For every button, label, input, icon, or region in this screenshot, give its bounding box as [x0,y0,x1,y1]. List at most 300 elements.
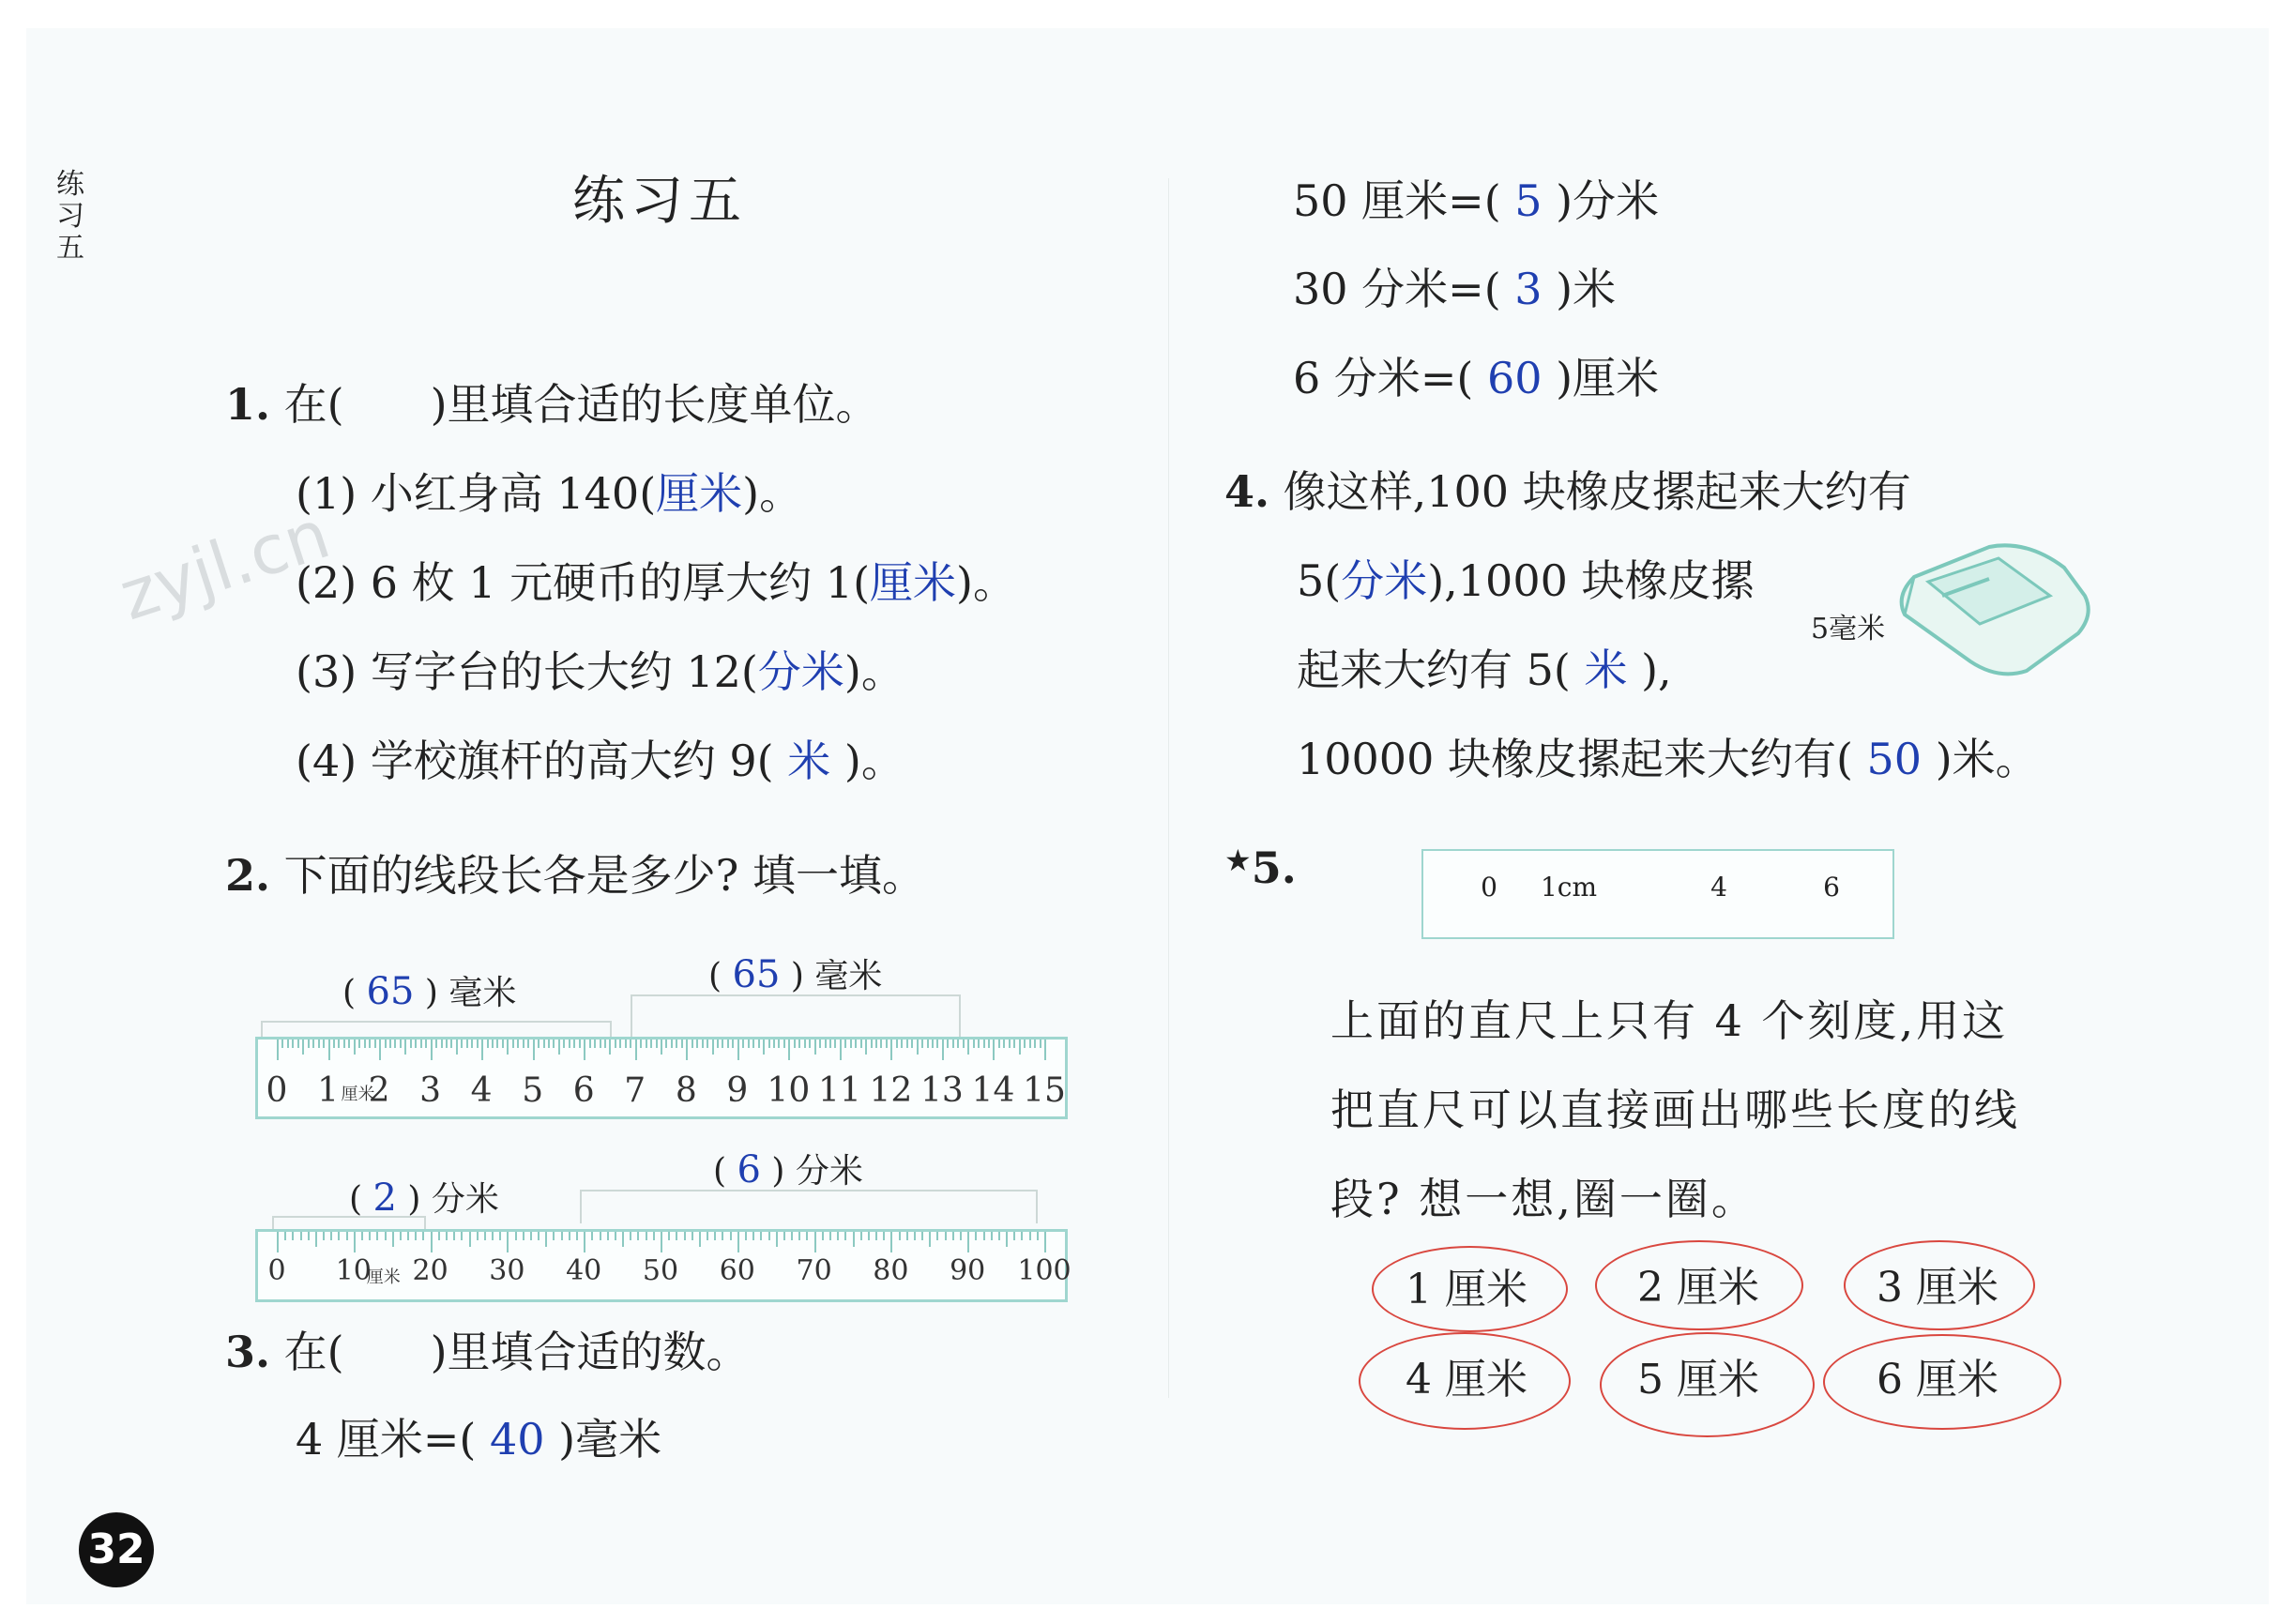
ruler-tick [625,1040,627,1048]
ruler-label: 7 [624,1071,646,1110]
ruler-tick [622,1232,624,1247]
ruler-tick [998,1040,1000,1048]
ruler-tick [840,1040,842,1060]
answer[interactable]: 3 [1514,264,1543,314]
ruler-tick [589,1040,591,1048]
ruler-tick [978,1040,980,1048]
option-5cm[interactable]: 5 厘米 [1637,1356,1759,1404]
ruler-tick [822,1232,824,1240]
ruler-tick [684,1232,686,1240]
ruler-tick [798,1232,800,1240]
answer[interactable]: 6 [737,1148,761,1191]
answer[interactable]: 分米 [1341,555,1428,606]
ruler-tick [722,1040,723,1048]
ruler-tick [548,1040,550,1048]
answer[interactable]: 5 [1514,175,1543,226]
q5-text-line: 把直尺可以直接画出哪些长度的线 [1330,1085,2020,1135]
ruler-label: 8 [675,1071,697,1110]
ruler-label: 1cm [1540,872,1598,903]
ruler-tick [960,1232,962,1240]
ruler-tick [768,1232,770,1240]
ruler-tick [292,1232,294,1240]
ruler-tick [804,1040,806,1048]
q4-line1: 4. 像这样,100 块橡皮摞起来大约有 [1224,466,1911,517]
ruler-tick [844,1040,846,1048]
q1-item: (2) 6 枚 1 元硬币的厚大约 1(厘米)。 [296,557,1016,608]
ruler-tick [635,1040,637,1060]
ruler-tick [450,1040,452,1048]
ruler-tick [392,1232,394,1247]
ruler-tick [538,1232,540,1240]
q1-text: 在( )里填合适的长度单位。 [283,379,879,430]
ruler-tick [983,1232,985,1240]
ruler-label: 10 [767,1071,811,1110]
ruler-tick [899,1232,901,1240]
ruler-label: 4 [1710,872,1727,903]
ruler-tick [722,1232,723,1240]
ruler-tick [973,1040,975,1048]
ruler-tick [778,1040,780,1048]
q4-line2: 5(分米),1000 块橡皮摞 [1297,555,1755,606]
ruler-tick [507,1040,509,1055]
ruler-tick [1044,1040,1046,1060]
q3-item: 6 分米=( 60 )厘米 [1293,353,1660,403]
ruler-label: 30 [489,1254,525,1287]
ruler-tick [742,1040,744,1048]
option-3cm[interactable]: 3 厘米 [1877,1264,1999,1312]
ruler-tick [358,1040,360,1048]
ruler-tick [906,1232,908,1240]
ruler-tick [661,1040,662,1055]
ruler-tick [819,1040,821,1048]
ruler1-answer-2: ( 65 ) 毫米 [708,953,883,996]
ruler-tick [865,1040,867,1055]
ruler-tick [758,1040,760,1048]
page-divider [1168,178,1169,1398]
ruler-label: 5 [522,1071,544,1110]
ruler-tick [1006,1232,1008,1247]
ruler-tick [653,1232,655,1240]
ruler-label: 60 [719,1254,755,1287]
ruler-tick [466,1040,468,1048]
ruler-tick [727,1040,729,1048]
answer[interactable]: 2 [372,1176,397,1220]
ruler-tick [431,1040,433,1060]
ruler-tick [364,1040,366,1048]
ruler-tick [798,1040,800,1048]
ruler-tick [394,1040,396,1048]
ruler-tick [425,1040,427,1048]
ruler-tick [315,1232,317,1247]
ruler-tick [461,1040,463,1048]
ruler-tick [1024,1040,1026,1048]
q3-item: 30 分米=( 3 )米 [1293,264,1617,314]
ruler-tick [338,1232,340,1240]
ruler-tick [369,1040,371,1048]
ruler-tick [671,1040,673,1048]
answer[interactable]: 厘米 [870,557,957,608]
ruler-tick [376,1232,378,1240]
ruler-tick [441,1040,443,1048]
option-4cm[interactable]: 4 厘米 [1406,1356,1527,1404]
option-1cm[interactable]: 1 厘米 [1406,1266,1527,1313]
ruler-tick [1013,1232,1015,1240]
ruler-tick [745,1232,747,1240]
option-6cm[interactable]: 6 厘米 [1877,1356,1999,1404]
answer[interactable]: 米 [787,736,831,786]
ruler-tick [752,1040,754,1048]
ruler-label: 14 [971,1071,1015,1110]
q3-text: 在( )里填合适的数。 [283,1327,750,1377]
ruler-tick [929,1232,931,1247]
answer[interactable]: 米 [1584,645,1628,695]
ruler2-answer-1: ( 2 ) 分米 [349,1176,499,1220]
ruler-tick [692,1040,693,1048]
q5-number: 5. [1251,842,1297,893]
ruler-tick [1044,1232,1046,1252]
ruler-tick [809,1040,811,1048]
ruler-tick [502,1040,504,1048]
ruler-tick [837,1232,839,1240]
ruler-tick [389,1040,391,1048]
ruler-tick [563,1040,565,1048]
ruler-label: 80 [873,1254,909,1287]
q1-prompt [225,371,879,433]
ruler-tick [707,1040,708,1048]
ruler-tick [515,1232,517,1240]
ruler-tick [323,1040,325,1048]
q3-prompt [225,1318,750,1380]
page-number: 32 [79,1512,154,1587]
ruler-tick [717,1040,719,1048]
ruler-tick [748,1040,750,1048]
answer[interactable]: 65 [732,953,781,996]
ruler-tick [346,1232,348,1240]
ruler-tick [573,1040,575,1048]
ruler-tick [543,1040,545,1048]
ruler-tick [834,1040,836,1048]
ruler-tick [545,1232,547,1247]
ruler-tick [875,1232,877,1240]
ruler-tick [277,1232,279,1252]
ruler-tick [957,1040,959,1048]
ruler-tick [829,1232,831,1240]
answer[interactable]: 40 [490,1414,545,1465]
ruler-tick [844,1232,846,1240]
ruler-tick [646,1040,647,1048]
ruler-tick [438,1232,440,1240]
ruler-tick [1013,1040,1015,1048]
ruler-tick [499,1232,501,1240]
ruler-tick [354,1232,356,1252]
ruler-tick [890,1232,892,1252]
ruler-tick [615,1040,616,1048]
q2-number: 2. [225,850,271,901]
ruler-label: 13 [920,1071,964,1110]
page-title: 练习五 [572,171,747,232]
eraser-label: 5毫米 [1811,613,1886,645]
option-2cm[interactable]: 2 厘米 [1637,1264,1759,1312]
ruler-label: 6 [1823,872,1840,903]
ruler-label: 90 [950,1254,986,1287]
ruler-tick [422,1232,424,1240]
ruler-tick [686,1040,688,1060]
ruler-tick [646,1232,647,1240]
ruler-tick [553,1232,555,1240]
ruler-tick [361,1232,363,1240]
ruler-tick [850,1040,852,1048]
ruler-tick [561,1232,563,1240]
ruler-tick [456,1040,458,1055]
ruler-tick [379,1040,381,1060]
ruler-tick [791,1232,793,1240]
ruler-tick [330,1232,332,1240]
ruler-tick [630,1232,631,1240]
q2-prompt [225,842,925,903]
ruler-tick [333,1040,335,1048]
ruler-tick [374,1040,376,1048]
ruler-tick [404,1040,406,1055]
ruler-tick [1029,1040,1031,1048]
q3-item: 4 厘米=( 40 )毫米 [296,1414,662,1465]
ruler-tick [932,1040,934,1048]
ruler-tick [773,1040,775,1048]
ruler-tick [732,1040,734,1048]
ruler-tick [615,1232,616,1240]
ruler-tick [415,1040,417,1048]
ruler-tick [952,1040,954,1048]
ruler-tick [323,1232,325,1240]
answer[interactable]: 50 [1866,734,1923,784]
ruler-tick [998,1232,1000,1240]
ruler-tick [354,1040,356,1055]
ruler-label: 9 [726,1071,749,1110]
ruler-tick [776,1232,778,1247]
ruler1-answer-1: ( 65 ) 毫米 [342,970,517,1013]
ruler-cm [255,1037,1068,1119]
ruler-tick [517,1040,519,1048]
ruler-unit: 厘米 [366,1267,401,1287]
ruler-tick [914,1232,916,1240]
ruler-tick [302,1040,304,1055]
ruler-tick [991,1232,993,1240]
ruler-tick [868,1232,870,1240]
ruler-tick [656,1040,658,1048]
ruler-tick [469,1232,471,1247]
ruler-tick [415,1232,417,1240]
ruler-tick [523,1040,524,1048]
ruler-tick [284,1232,286,1240]
ruler-tick [952,1232,954,1240]
ruler-tick [471,1040,473,1048]
ruler-label: 15 [1023,1071,1066,1110]
ruler-tick [461,1232,463,1240]
answer[interactable]: 60 [1487,353,1543,403]
ruler-tick [553,1040,555,1048]
ruler-tick [886,1040,888,1048]
ruler-tick [702,1040,704,1048]
ruler-tick [446,1232,448,1240]
ruler-tick [825,1040,827,1048]
q5-text-line: 段? 想一想,圈一圈。 [1330,1174,1757,1224]
ruler-tick [860,1040,862,1048]
ruler-tick [1037,1232,1039,1240]
ruler-tick [883,1232,885,1240]
ruler-tick [1021,1232,1023,1240]
q1-item: (1) 小红身高 140(厘米)。 [296,468,803,519]
ruler-tick [696,1040,698,1048]
q1-item: (3) 写字台的长大约 12(分米)。 [296,646,904,697]
ruler-tick [297,1040,299,1048]
ruler-tick [1040,1040,1041,1048]
ruler-tick [936,1040,938,1048]
ruler-tick [369,1232,371,1240]
segment-bracket [580,1190,1038,1223]
answer[interactable]: 厘米 [656,468,743,519]
ruler-tick [921,1232,923,1240]
ruler-tick [600,1040,601,1048]
ruler-tick [983,1040,985,1048]
ruler-tick [917,1040,919,1055]
ruler-tick [607,1232,609,1240]
ruler-tick [942,1040,944,1060]
ruler-tick [967,1040,969,1055]
ruler-tick [963,1040,965,1048]
q1-item: (4) 学校旗杆的高大约 9( 米 )。 [296,736,904,786]
ruler-label: 50 [642,1254,679,1287]
ruler-tick [896,1040,898,1048]
q3-item: 50 厘米=( 5 )分米 [1293,175,1660,226]
ruler-tick [591,1232,593,1240]
ruler-tick [1029,1232,1031,1240]
q5-heading [1224,842,1297,893]
ruler-label: 6 [572,1071,595,1110]
ruler-tick [569,1232,570,1240]
ruler-tick [763,1040,765,1055]
ruler-tick [600,1232,601,1240]
ruler-tick [385,1232,387,1240]
ruler-tick [569,1040,570,1048]
ruler-label: 0 [267,1254,286,1287]
ruler-label: 20 [412,1254,448,1287]
ruler-tick [901,1040,903,1048]
ruler-tick [906,1040,908,1048]
ruler-tick [435,1040,437,1048]
ruler-tick [993,1040,995,1060]
ruler-tick [584,1040,585,1060]
ruler-tick [730,1232,732,1240]
ruler-tick [814,1040,816,1055]
ruler-tick [407,1232,409,1240]
ruler-tick [446,1040,448,1048]
ruler-tick [760,1232,762,1240]
ruler-label: 70 [796,1254,832,1287]
ruler-tick [579,1040,581,1048]
ruler-tick [699,1232,701,1247]
ruler-tick [328,1040,330,1060]
ruler-tick [871,1040,873,1048]
ruler-tick [911,1040,913,1048]
ruler-tick [308,1232,310,1240]
ruler-tick [829,1040,831,1048]
ruler-tick [630,1040,631,1048]
ruler-tick [921,1040,923,1048]
q3-number: 3. [225,1327,271,1377]
ruler-tick [650,1040,652,1048]
ruler-tick [533,1040,535,1060]
ruler-label: 4 [470,1071,493,1110]
ruler-tick [609,1040,611,1055]
ruler-tick [676,1040,677,1048]
ruler-tick [281,1040,283,1048]
ruler-tick [420,1040,422,1048]
ruler-tick [783,1232,785,1240]
ruler-label: 2 [368,1071,390,1110]
q2-text: 下面的线段长各是多少? 填一填。 [283,850,925,901]
ruler-tick [640,1040,642,1048]
ruler-tick [853,1232,855,1247]
ruler-tick [576,1232,578,1240]
watermark: zyjl.cn [110,493,339,636]
four-tick-ruler [1421,849,1894,939]
ruler-label: 0 [266,1071,288,1110]
ruler-tick [875,1040,877,1048]
q1-number: 1. [225,379,271,430]
ruler-tick [637,1232,639,1240]
answer[interactable]: 分米 [757,646,844,697]
ruler-tick [681,1040,683,1048]
ruler-tick [530,1232,532,1240]
ruler-label: 40 [566,1254,602,1287]
ruler-tick [453,1232,455,1240]
ruler-tick [1019,1040,1021,1055]
ruler-tick [692,1232,693,1240]
ruler-tick [707,1232,708,1240]
ruler-unit: 厘米 [341,1085,375,1104]
ruler-tick [737,1040,739,1060]
ruler-tick [400,1040,402,1048]
ruler-tick [783,1040,785,1048]
ruler-tick [945,1232,947,1240]
ruler-tick [927,1040,929,1048]
ruler-tick [477,1040,479,1048]
ruler-tick [527,1040,529,1048]
ruler-tick [492,1232,494,1240]
ruler-tick [338,1040,340,1048]
ruler-tick [308,1040,310,1048]
ruler-tick [855,1040,857,1048]
ruler-tick [988,1040,990,1048]
ruler-tick [343,1040,345,1048]
ruler-label: 10 [335,1254,372,1287]
ruler-tick [484,1232,486,1240]
ruler-tick [712,1040,714,1055]
ruler-tick [967,1232,969,1252]
eraser-icon [1886,539,2092,680]
answer[interactable]: 65 [366,970,415,1013]
ruler-label: 3 [419,1071,442,1110]
ruler-tick [604,1040,606,1048]
ruler-tick [814,1232,816,1252]
q4-number: 4. [1224,466,1270,517]
ruler-tick [277,1040,279,1060]
ruler-tick [400,1232,402,1240]
ruler-tick [538,1040,540,1048]
q5-text-line: 上面的直尺上只有 4 个刻度,用这 [1330,995,2009,1046]
ruler-tick [1034,1040,1036,1048]
ruler-tick [975,1232,977,1240]
ruler-label: 1 [317,1071,339,1110]
